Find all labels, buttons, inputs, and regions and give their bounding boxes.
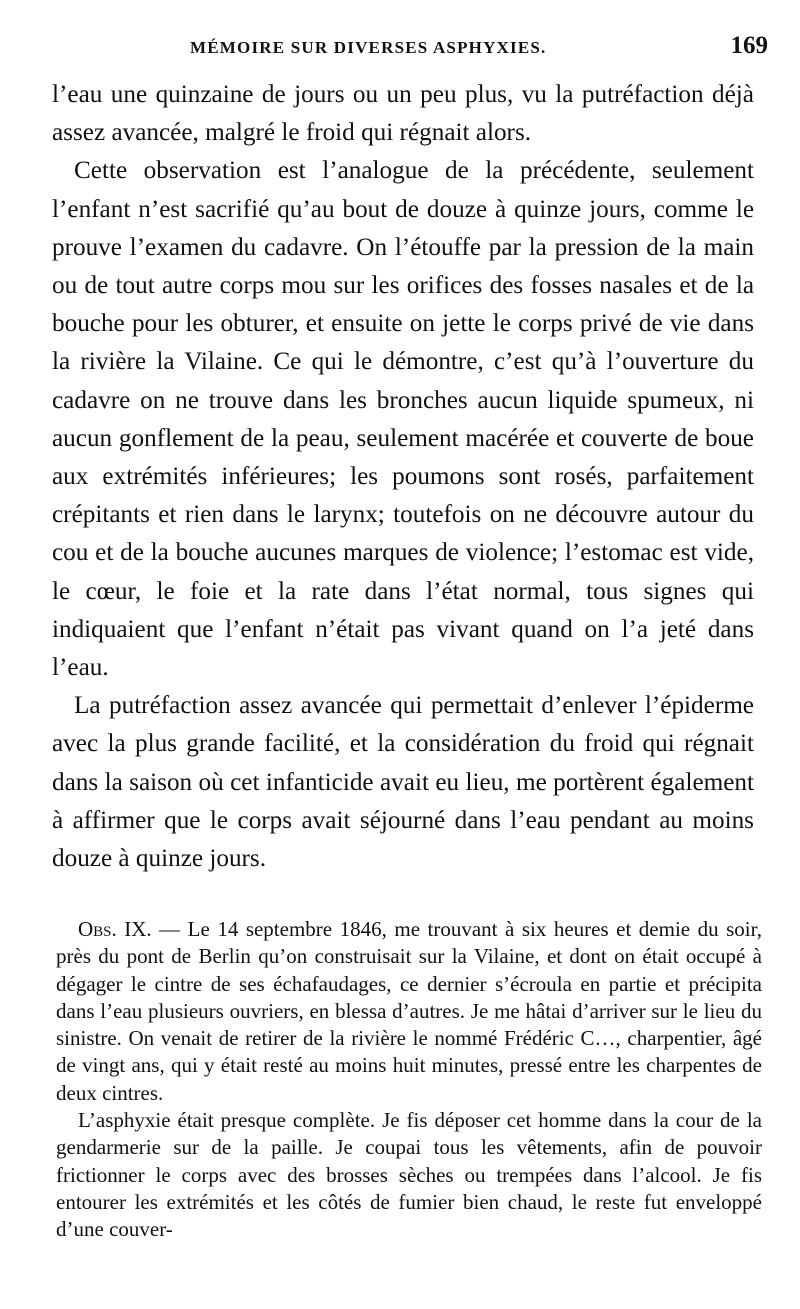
page-number: 169 xyxy=(730,32,768,59)
paragraph-conclusion: La putréfaction assez avancée qui permettait d’enlever l’épiderme avec la plus grande facilité, et la considération du froid qui régnait dans la saison où cet infanticide avait eu lieu, me portèrent également à affirmer que le corps avait séjourné dans l’eau pendant au moins douze à quinze jours. xyxy=(52,692,754,873)
observation-paragraph-2: L’asphyxie était presque complète. Je fis déposer cet homme dans la cour de la gendarmerie sur de la paille. Je coupai tous les vêtements, afin de pouvoir frictionner le corps avec des brosses sèches ou trempées dans l’alcool. Je fis entourer les extrémités et les côtés de fumier bien chaud, le reste fut enveloppé d’une couver- xyxy=(56,1108,762,1242)
main-text xyxy=(52,76,754,878)
observation-label: Obs. IX. xyxy=(78,917,152,941)
paragraph-continuation: l’eau une quinzaine de jours ou un peu plus, vu la putréfaction déjà assez avancée, malgré le froid qui régnait alors. xyxy=(52,81,754,147)
page-header xyxy=(0,34,800,70)
observation-ix xyxy=(56,916,762,1244)
running-title: MÉMOIRE SUR DIVERSES ASPHYXIES. xyxy=(190,38,547,57)
paragraph-analysis: Cette observation est l’analogue de la précédente, seulement l’enfant n’est sacrifié qu’au bout de douze à quinze jours, comme le prouve l’examen du cadavre. On l’étouffe par la pression de la main ou de tout autre corps mou sur les orifices des fosses nasales et de la bouche pour les obturer, et ensuite on jette le corps privé de vie dans la rivière la Vilaine. Ce qui le démontre, c’est qu’à l’ouverture du cadavre on ne trouve dans les bronches aucun liquide spumeux, ni aucun gonflement de la peau, seulement macérée et couverte de boue aux extrémités inférieures; les poumons sont rosés, parfaitement crépitants et rien dans le larynx; toutefois on ne découvre autour du cou et de la bouche aucunes marques de violence; l’estomac est vide, le cœur, le foie et la rate dans l’état normal, tous signes qui indiquaient que l’enfant n’était pas vivant quand on l’a jeté dans l’eau. xyxy=(52,157,754,682)
observation-paragraph-1 xyxy=(56,916,762,1107)
observation-text-1: — Le 14 septembre 1846, me trouvant à six heures et demie du soir, près du pont de Berlin qu’on construisait sur la Vilaine, et dont on était occupé à dégager le cintre de ses échafaudages, ce dernier s’écroula en partie et précipita dans l’eau plusieurs ouvriers, en blessa d’autres. Je me hâtai d’arriver sur le lieu du sinistre. On venait de retirer de la rivière le nommé Frédéric C…, charpentier, âgé de vingt ans, qui y était resté au moins huit minutes, pressé entre les charpentes de deux cintres. xyxy=(56,917,763,1105)
